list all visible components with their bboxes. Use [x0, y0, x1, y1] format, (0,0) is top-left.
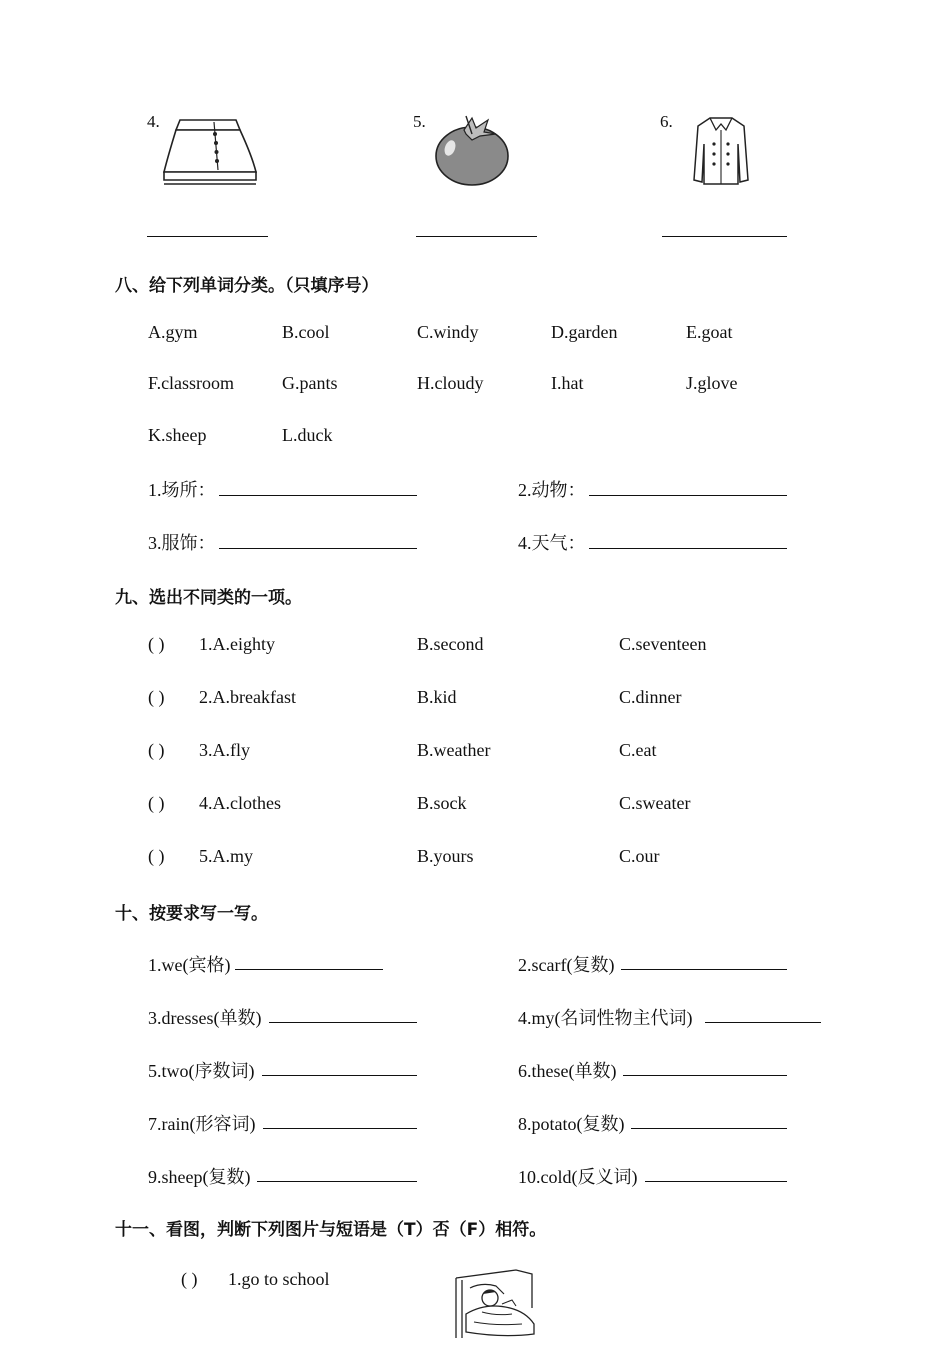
section9-heading: 九、选出不同类的一项。 [115, 588, 302, 608]
word-option: J.glove [686, 373, 738, 393]
section11-heading: 十一、看图，判断下列图片与短语是（T）否（F）相符。 [115, 1220, 547, 1240]
rewrite-item: 2.scarf(复数) [518, 955, 615, 975]
category-label: 4.天气： [518, 533, 586, 553]
section8-heading: 八、给下列单词分类。（只填序号） [115, 276, 379, 296]
option-c: C.dinner [619, 687, 682, 707]
option-a: 2.A.breakfast [199, 687, 296, 707]
word-option: L.duck [282, 425, 333, 445]
word-option: G.pants [282, 373, 338, 393]
category-label: 2.动物： [518, 480, 586, 500]
picture-number-5: 5. [413, 112, 426, 131]
tomato-picture [432, 114, 514, 188]
rewrite-answer-line[interactable] [621, 969, 787, 970]
answer-line-4[interactable] [147, 236, 268, 237]
option-c: C.sweater [619, 793, 691, 813]
sleeping-boy-picture [452, 1268, 536, 1340]
option-a: 1.A.eighty [199, 634, 275, 654]
option-a: 3.A.fly [199, 740, 250, 760]
word-option: F.classroom [148, 373, 235, 393]
word-option: I.hat [551, 373, 584, 393]
category-answer-line[interactable] [219, 495, 417, 496]
rewrite-answer-line[interactable] [235, 969, 383, 970]
picture-number-6: 6. [660, 112, 673, 131]
option-a: 5.A.my [199, 846, 253, 866]
category-answer-line[interactable] [219, 548, 417, 549]
option-b: B.kid [417, 687, 457, 707]
option-b: B.sock [417, 793, 467, 813]
judge-phrase: 1.go to school [228, 1269, 330, 1289]
rewrite-item: 7.rain(形容词) [148, 1114, 256, 1134]
answer-bracket[interactable]: ( ) [181, 1269, 198, 1289]
rewrite-item: 10.cold(反义词) [518, 1167, 638, 1187]
word-option: K.sheep [148, 425, 207, 445]
rewrite-item: 4.my(名词性物主代词) [518, 1008, 693, 1028]
answer-bracket[interactable]: ( ) [148, 687, 165, 707]
rewrite-item: 5.two(序数词) [148, 1061, 255, 1081]
rewrite-item: 6.these(单数) [518, 1061, 617, 1081]
option-b: B.second [417, 634, 484, 654]
section10-heading: 十、按要求写一写。 [115, 904, 268, 924]
word-option: B.cool [282, 322, 330, 342]
answer-bracket[interactable]: ( ) [148, 634, 165, 654]
word-option: D.garden [551, 322, 618, 342]
answer-line-6[interactable] [662, 236, 787, 237]
category-label: 1.场所： [148, 480, 216, 500]
option-c: C.seventeen [619, 634, 707, 654]
word-option: A.gym [148, 322, 198, 342]
answer-bracket[interactable]: ( ) [148, 846, 165, 866]
rewrite-item: 1.we(宾格) [148, 955, 231, 975]
skirt-picture [160, 116, 260, 190]
option-c: C.eat [619, 740, 657, 760]
rewrite-answer-line[interactable] [623, 1075, 787, 1076]
category-answer-line[interactable] [589, 548, 787, 549]
rewrite-item: 3.dresses(单数) [148, 1008, 262, 1028]
answer-bracket[interactable]: ( ) [148, 740, 165, 760]
option-b: B.weather [417, 740, 491, 760]
category-label: 3.服饰： [148, 533, 216, 553]
answer-line-5[interactable] [416, 236, 537, 237]
option-c: C.our [619, 846, 660, 866]
option-a: 4.A.clothes [199, 793, 281, 813]
option-b: B.yours [417, 846, 474, 866]
rewrite-answer-line[interactable] [257, 1181, 417, 1182]
word-option: E.goat [686, 322, 733, 342]
picture-number-4: 4. [147, 112, 160, 131]
rewrite-answer-line[interactable] [263, 1128, 417, 1129]
rewrite-answer-line[interactable] [705, 1022, 821, 1023]
rewrite-answer-line[interactable] [262, 1075, 417, 1076]
coat-picture [690, 114, 752, 188]
rewrite-item: 9.sheep(复数) [148, 1167, 251, 1187]
rewrite-answer-line[interactable] [645, 1181, 787, 1182]
answer-bracket[interactable]: ( ) [148, 793, 165, 813]
rewrite-answer-line[interactable] [631, 1128, 787, 1129]
word-option: C.windy [417, 322, 479, 342]
rewrite-answer-line[interactable] [269, 1022, 417, 1023]
word-option: H.cloudy [417, 373, 484, 393]
rewrite-item: 8.potato(复数) [518, 1114, 625, 1134]
category-answer-line[interactable] [589, 495, 787, 496]
